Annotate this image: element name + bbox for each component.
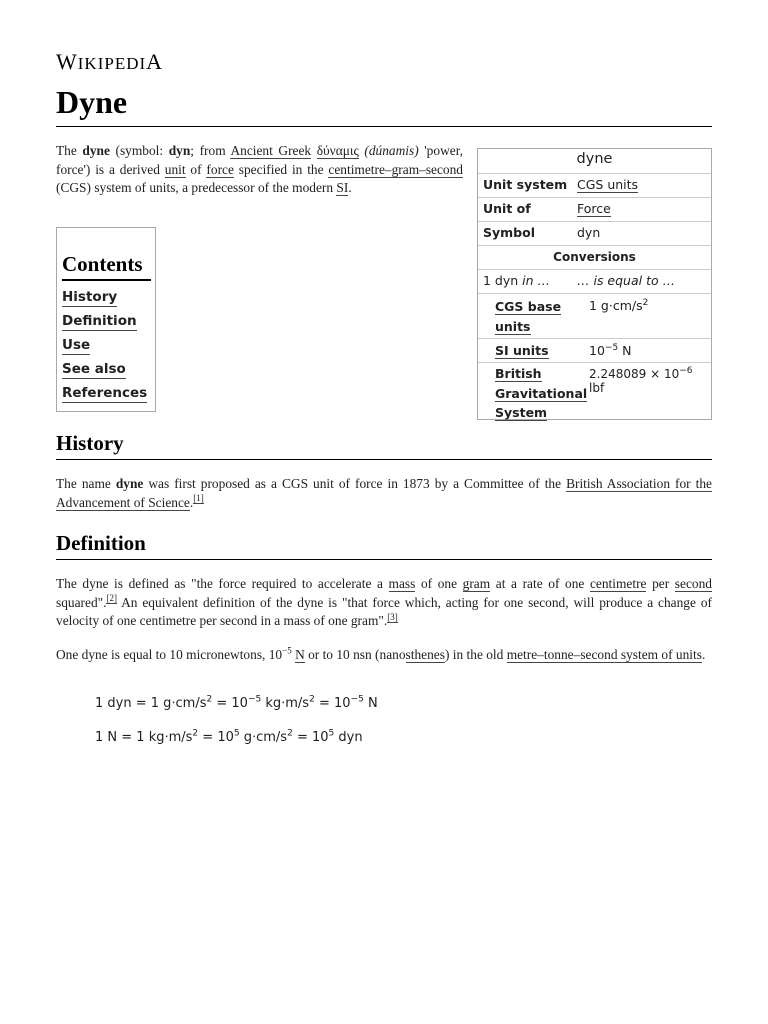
infobox-row-symbol	[478, 221, 711, 245]
text: N	[363, 696, 378, 711]
bold-term: dyne	[82, 143, 110, 158]
text: of one	[415, 576, 463, 591]
conv-value	[589, 343, 632, 358]
conv-label	[483, 341, 583, 361]
link-mts-system[interactable]: metre–tonne–second system of units	[506, 647, 702, 662]
text: = 10	[292, 730, 329, 745]
equation-newton	[95, 730, 363, 745]
infobox-conversions-header	[478, 245, 711, 269]
link-centimetre[interactable]: centimetre	[589, 576, 647, 591]
conv-label	[483, 364, 593, 423]
page-title: Dyne	[56, 84, 128, 120]
section-heading-definition: Definition	[56, 531, 146, 555]
toc-item-history[interactable]: History	[62, 289, 118, 305]
infobox-row-unit-system	[478, 173, 711, 197]
text: per	[646, 576, 675, 591]
link-greek-word[interactable]: δύναμις	[316, 143, 359, 158]
text: in …	[522, 273, 551, 288]
citation-3[interactable]: [3]	[387, 611, 398, 622]
infobox-label: Unit system	[483, 177, 568, 192]
text: .	[701, 647, 706, 662]
text: 1 g⋅cm/s	[589, 298, 643, 313]
superscript: 2	[192, 728, 199, 739]
text: (CGS) system of units, a predecessor of the modern	[56, 180, 337, 196]
link-cgs[interactable]: centimetre–gram–second	[328, 161, 463, 177]
toc-item-use[interactable]: Use	[62, 337, 91, 353]
text: ; from	[190, 143, 231, 158]
link-force[interactable]: force	[206, 161, 234, 177]
superscript: 2	[206, 694, 213, 705]
text: or to 10 nsn (nano	[304, 647, 406, 662]
infobox-value: dyn	[577, 225, 601, 240]
text: dyn	[334, 730, 363, 745]
conv-col-left	[483, 273, 550, 288]
toc-title: Contents	[62, 252, 143, 276]
text: at a rate of one	[490, 576, 590, 591]
link-newton[interactable]: N	[295, 647, 305, 662]
wordmark-middle: IKIPEDI	[77, 54, 147, 73]
link-cgs-base-units[interactable]: CGS base units	[495, 299, 562, 334]
text: specified in the	[233, 161, 329, 177]
infobox-conversions-columns	[478, 269, 711, 293]
definition-paragraph-1	[56, 575, 712, 631]
link-second[interactable]: second	[674, 576, 712, 591]
section-divider	[56, 459, 712, 460]
transliteration: (dúnamis)	[364, 143, 419, 158]
conv-col-right: … is equal to …	[577, 273, 676, 288]
conv-label	[483, 297, 583, 336]
text: N	[618, 343, 632, 358]
equation-dyn	[95, 696, 378, 711]
section-heading-history: History	[56, 431, 124, 455]
text: 1 dyn	[483, 273, 523, 288]
intro-paragraph	[56, 142, 463, 198]
superscript: 5	[233, 728, 240, 739]
text: 1 dyn = 1 g⋅cm/s	[95, 696, 207, 711]
text: The dyne is defined as "the force required to accelerate a	[56, 576, 389, 591]
text: 1 N = 1 kg⋅m/s	[95, 730, 193, 745]
infobox-title: dyne	[576, 151, 613, 167]
text: of	[185, 161, 207, 177]
text: g⋅cm/s	[239, 730, 288, 745]
text: .	[348, 180, 352, 196]
superscript: −6	[679, 366, 693, 376]
link-mass[interactable]: mass	[388, 576, 416, 591]
link-sthenes[interactable]: sthenes	[405, 647, 445, 662]
text: = 10	[212, 696, 248, 711]
link-si[interactable]: SI	[336, 180, 349, 196]
conversions-heading: Conversions	[553, 250, 636, 264]
text: 'power, force') is a derived	[56, 143, 463, 177]
superscript: 2	[287, 728, 293, 739]
superscript: 2	[642, 297, 649, 308]
text: lbf	[589, 381, 605, 395]
citation-2[interactable]: [2]	[106, 593, 117, 604]
link-ancient-greek[interactable]: Ancient Greek	[230, 143, 312, 158]
text: 2.248089 × 10	[589, 367, 680, 381]
section-divider	[56, 559, 712, 560]
history-paragraph	[56, 475, 712, 512]
definition-paragraph-2	[56, 646, 712, 665]
infobox-conv-cgs	[478, 293, 711, 338]
text: = 10	[198, 730, 234, 745]
text: = 10	[314, 696, 351, 711]
infobox	[477, 148, 712, 420]
infobox-row-unit-of	[478, 197, 711, 221]
superscript: 2	[309, 694, 315, 705]
text: The name	[56, 476, 116, 491]
superscript: 5	[328, 728, 335, 739]
bold-symbol: dyn	[168, 143, 191, 158]
toc-divider	[62, 279, 151, 281]
toc-item-references[interactable]: References	[62, 385, 148, 401]
bold-term: dyne	[115, 476, 144, 491]
wordmark-a: A	[146, 49, 164, 74]
link-british-association[interactable]: British Association for the Advancement of Science	[56, 476, 712, 510]
title-divider	[56, 126, 712, 127]
link-british-gravitational[interactable]: British Gravitational System	[495, 366, 588, 420]
superscript: −5	[247, 694, 262, 705]
text: .	[189, 494, 194, 510]
link-gram[interactable]: gram	[462, 576, 491, 591]
text: One dyne is equal to 10 micronewtons, 10	[56, 647, 283, 662]
wikipedia-logo[interactable]	[56, 49, 163, 75]
text	[311, 143, 317, 158]
link-unit[interactable]: unit	[164, 161, 186, 177]
text: 10	[589, 343, 605, 358]
conv-value	[589, 298, 648, 313]
text: ) in the old	[444, 647, 507, 662]
toc-item-definition[interactable]: Definition	[62, 313, 137, 329]
text: (symbol:	[109, 143, 169, 158]
infobox-conv-si	[478, 338, 711, 362]
infobox-label: Unit of	[483, 201, 531, 216]
wordmark-w: W	[56, 49, 78, 74]
link-force[interactable]: Force	[577, 201, 611, 216]
text: The	[56, 143, 83, 158]
link-cgs-units[interactable]: CGS units	[577, 177, 639, 192]
superscript: −5	[282, 645, 292, 656]
link-si-units[interactable]: SI units	[495, 343, 549, 358]
conv-value	[589, 367, 711, 395]
infobox-conv-british	[478, 362, 711, 420]
infobox-label: Symbol	[483, 225, 535, 240]
toc-item-see-also[interactable]: See also	[62, 361, 126, 377]
text: An equivalent definition of the dyne is "that force which, acting for one second, will produce a change of velocity of one centimetre per second in a mass of one gram".	[56, 594, 712, 629]
citation-1[interactable]: [1]	[193, 493, 204, 504]
superscript: −5	[350, 694, 364, 705]
superscript: −5	[604, 342, 619, 353]
text: kg⋅m/s	[261, 696, 310, 711]
text: squared".	[56, 594, 107, 610]
table-of-contents	[56, 227, 156, 412]
text: was first proposed as a CGS unit of force in 1873 by a Committee of the	[143, 476, 567, 491]
